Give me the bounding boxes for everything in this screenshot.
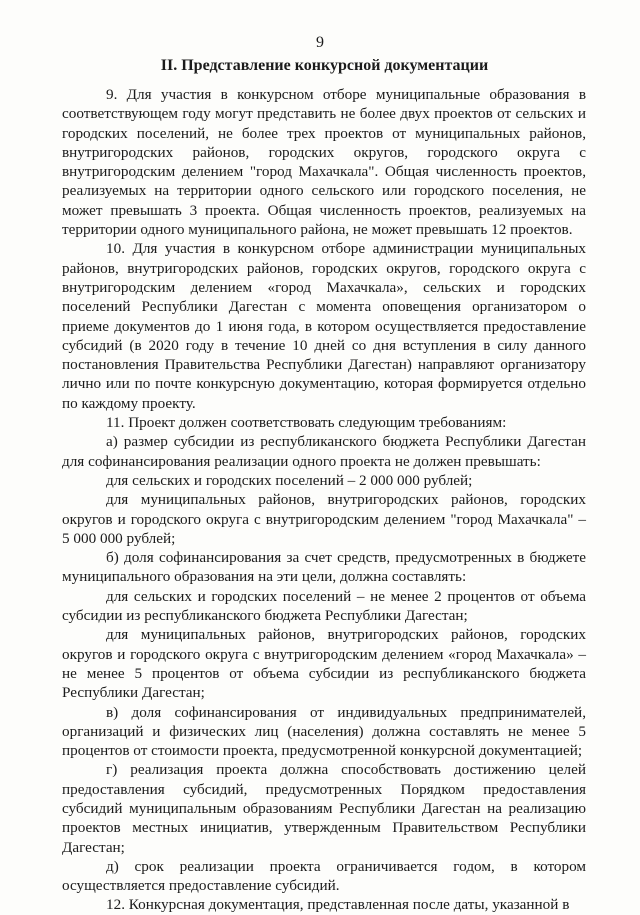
paragraph-11a-districts: для муниципальных районов, внутригородских районов, городских округов и городского округа с внутригородским делением "город Махачкала" – 5 000 000 рублей; (62, 491, 586, 547)
paragraph-11v: в) доля софинансирования от индивидуальных предпринимателей, организаций и физических лиц (населения) должна составлять не менее 5 процентов от стоимости проекта, предусмотренной конкурсной документацией; (62, 703, 586, 760)
paragraph-11d: д) срок реализации проекта ограничивается годом, в котором осуществляется предоставление субсидий. (62, 857, 586, 895)
paragraph-11g: г) реализация проекта должна способствовать достижению целей предоставления субсидий, предусмотренных Порядком предоставления субсидий муниципальным образованиям Республики Дагестан на реализацию проектов местных инициатив, утвержденным Правительством Республики Дагестан; (62, 761, 586, 856)
paragraph-10: 10. Для участия в конкурсном отборе администрации муниципальных районов, внутригородских районов, городских округов, городского округа с внутригородским делением «город Махачкала», сельских и городских поселений Республики Дагестан с момента оповещения организатором о приеме документов до 1 июня года, в котором осуществляется предоставление субсидий (в 2020 году в течение 10 дней со дня вступления в силу данного постановления Правительства Республики Дагестан) направляют организатору лично или по почте конкурсную документацию, которая формируется отдельно по каждому проекту. (62, 240, 586, 412)
paragraph-11b-settlements: для сельских и городских поселений – не менее 2 процентов от объема субсидии из республиканского бюджета Республики Дагестан; (62, 587, 586, 625)
paragraph-11b-districts: для муниципальных районов, внутригородских районов, городских округов и городского округа с внутригородским делением «город Махачкала» – не менее 5 процентов от объема субсидии из республиканского бюджета Республики Дагестан; (62, 626, 586, 702)
page-number: 9 (316, 34, 324, 51)
section-heading: II. Представление конкурсной документации (160, 57, 489, 74)
paragraph-11a-settlements: для сельских и городских поселений – 2 000 000 рублей; (106, 471, 473, 489)
paragraph-12: 12. Конкурсная документация, представленная после даты, указанной в (106, 896, 570, 914)
paragraph-9: 9. Для участия в конкурсном отборе муниципальные образования в соответствующем году могут представить не более двух проектов от сельских и городских поселений, не более трех проектов от муниципальных районов, внутригородских районов, городских округов, городского округа с внутригородским делением "город Махачкала". Общая численность проектов, реализуемых на территории одного сельского или городского поселения, не может превышать 3 проекта. Общая численность проектов, реализуемых на территории одного муниципального района, не может превышать 12 проектов. (62, 86, 586, 239)
paragraph-11a: а) размер субсидии из республиканского бюджета Республики Дагестан для софинансирования реализации одного проекта не должен превышать: (62, 433, 586, 470)
paragraph-11: 11. Проект должен соответствовать следующим требованиям: (106, 414, 507, 432)
paragraph-11b: б) доля софинансирования за счет средств, предусмотренных в бюджете муниципального образования на эти цели, должна составлять: (62, 549, 586, 586)
document-body (62, 85, 586, 915)
